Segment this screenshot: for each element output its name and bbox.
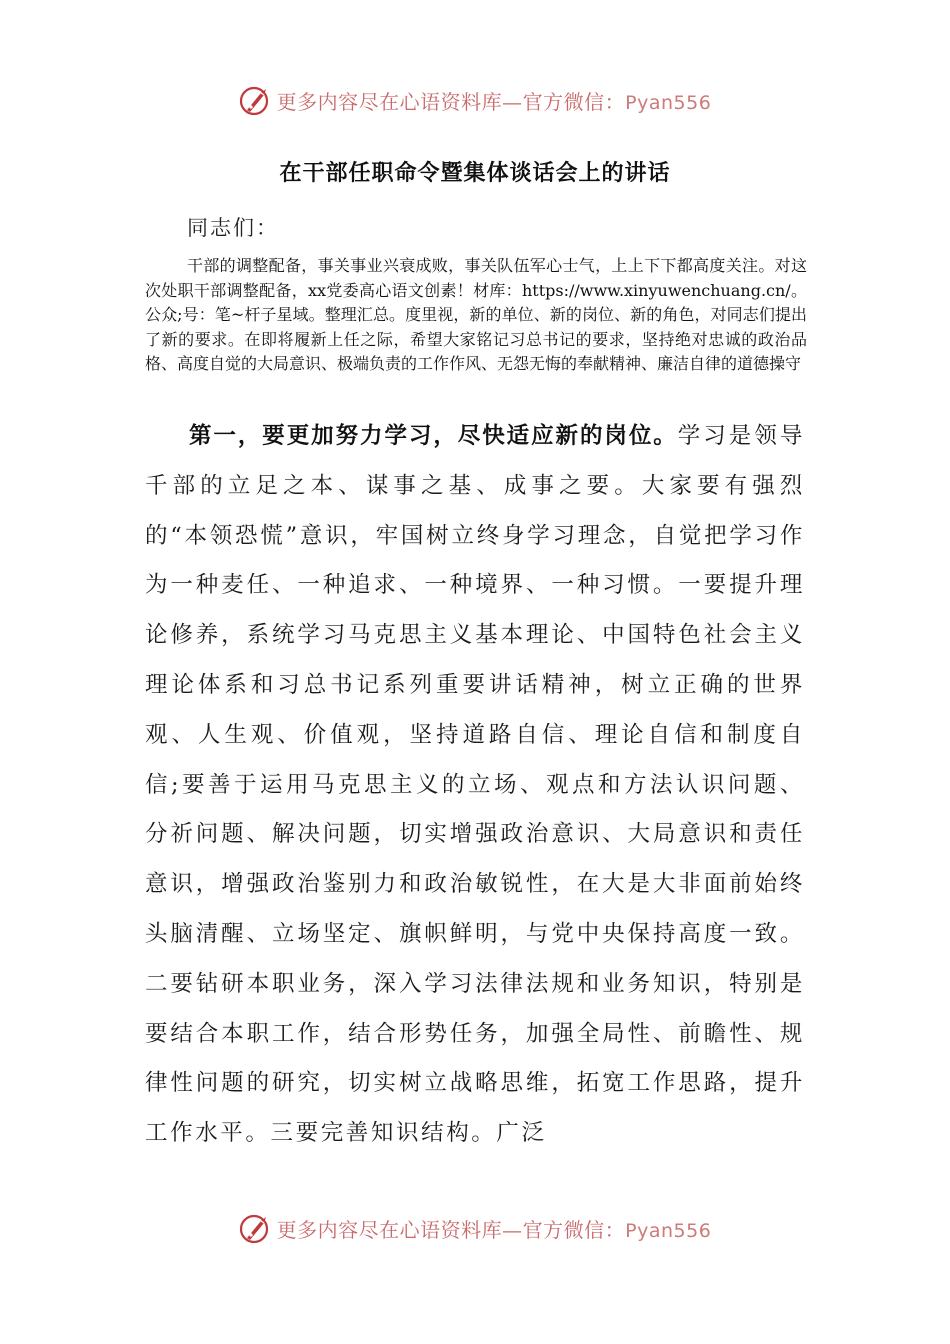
banner-text: 更多内容尽在心语资料库—官方微信：Pyan556 — [276, 1217, 712, 1242]
section-one-paragraph — [145, 412, 805, 1159]
banner-text: 更多内容尽在心语资料库—官方微信：Pyan556 — [276, 89, 712, 114]
pen-logo-icon — [239, 83, 273, 117]
banner-wechat-id: Pyan556 — [625, 1219, 712, 1242]
pen-logo-icon — [239, 1211, 273, 1245]
section-body-text: 学习是领导千部的立足之本、谋事之基、成事之要。大家要有强烈的“本领恐慌”意识，牢国树立终身学习理念，自觉把学习作为一种麦任、一种追求、一种境界、一种习惯。一要提升理论修养，系统学习马克思主义基本理论、中国特色社会主义理论体系和习总书记系列重要讲话精神，树立正确的世界观、人生观、价值观，坚持道路自信、理论自信和制度自信;要善于运用马克思主义的立场、观点和方法认识问题、分祈问题、解决问题，切实增强政治意识、大局意识和责任意识，增强政治鉴别力和政治敏锐性，在大是大非面前始终头脑清醒、立场坚定、旗帜鲜明，与党中央保持高度一致。二要钻研本职业务，深入学习法律法规和业务知识，特别是要结合本职工作，结合形势任务，加强全局性、前瞻性、规律性问题的研究，切实树立战略思维，拓宽工作思路，提升工作水平。三要完善知识结构。广泛 — [145, 423, 805, 1147]
document-title: 在干部任职命令暨集体谈话会上的讲话 — [279, 161, 671, 186]
section-lead-heading: 第一，要更加努力学习，尽快适应新的岗位。 — [189, 423, 678, 449]
header-watermark-banner — [0, 78, 950, 122]
intro-paragraph: 干部的调整配备，事关事业兴衰成败，事关队伍军心士气，上上下下都高度关注。对这次处职干部调整配备，xx党委高心语文创素！材库：https://www.xinyuwenchuang.cn/。公众;号：笔~杆子星域。整理汇总。度里视，新的单位、新的岗位、新的角色，对同志们提出了新的要求。在即将履新上任之际，希望大家铭记习总书记的要求，坚持绝对忠诚的政治品格、高度自觉的大局意识、极端负责的工作作风、无怨无悔的奉献精神、廉洁自律的道德操守 — [145, 256, 807, 373]
footer-watermark-banner — [0, 1206, 950, 1250]
salutation: 同志们： — [187, 216, 279, 240]
banner-wechat-id: Pyan556 — [625, 91, 712, 114]
